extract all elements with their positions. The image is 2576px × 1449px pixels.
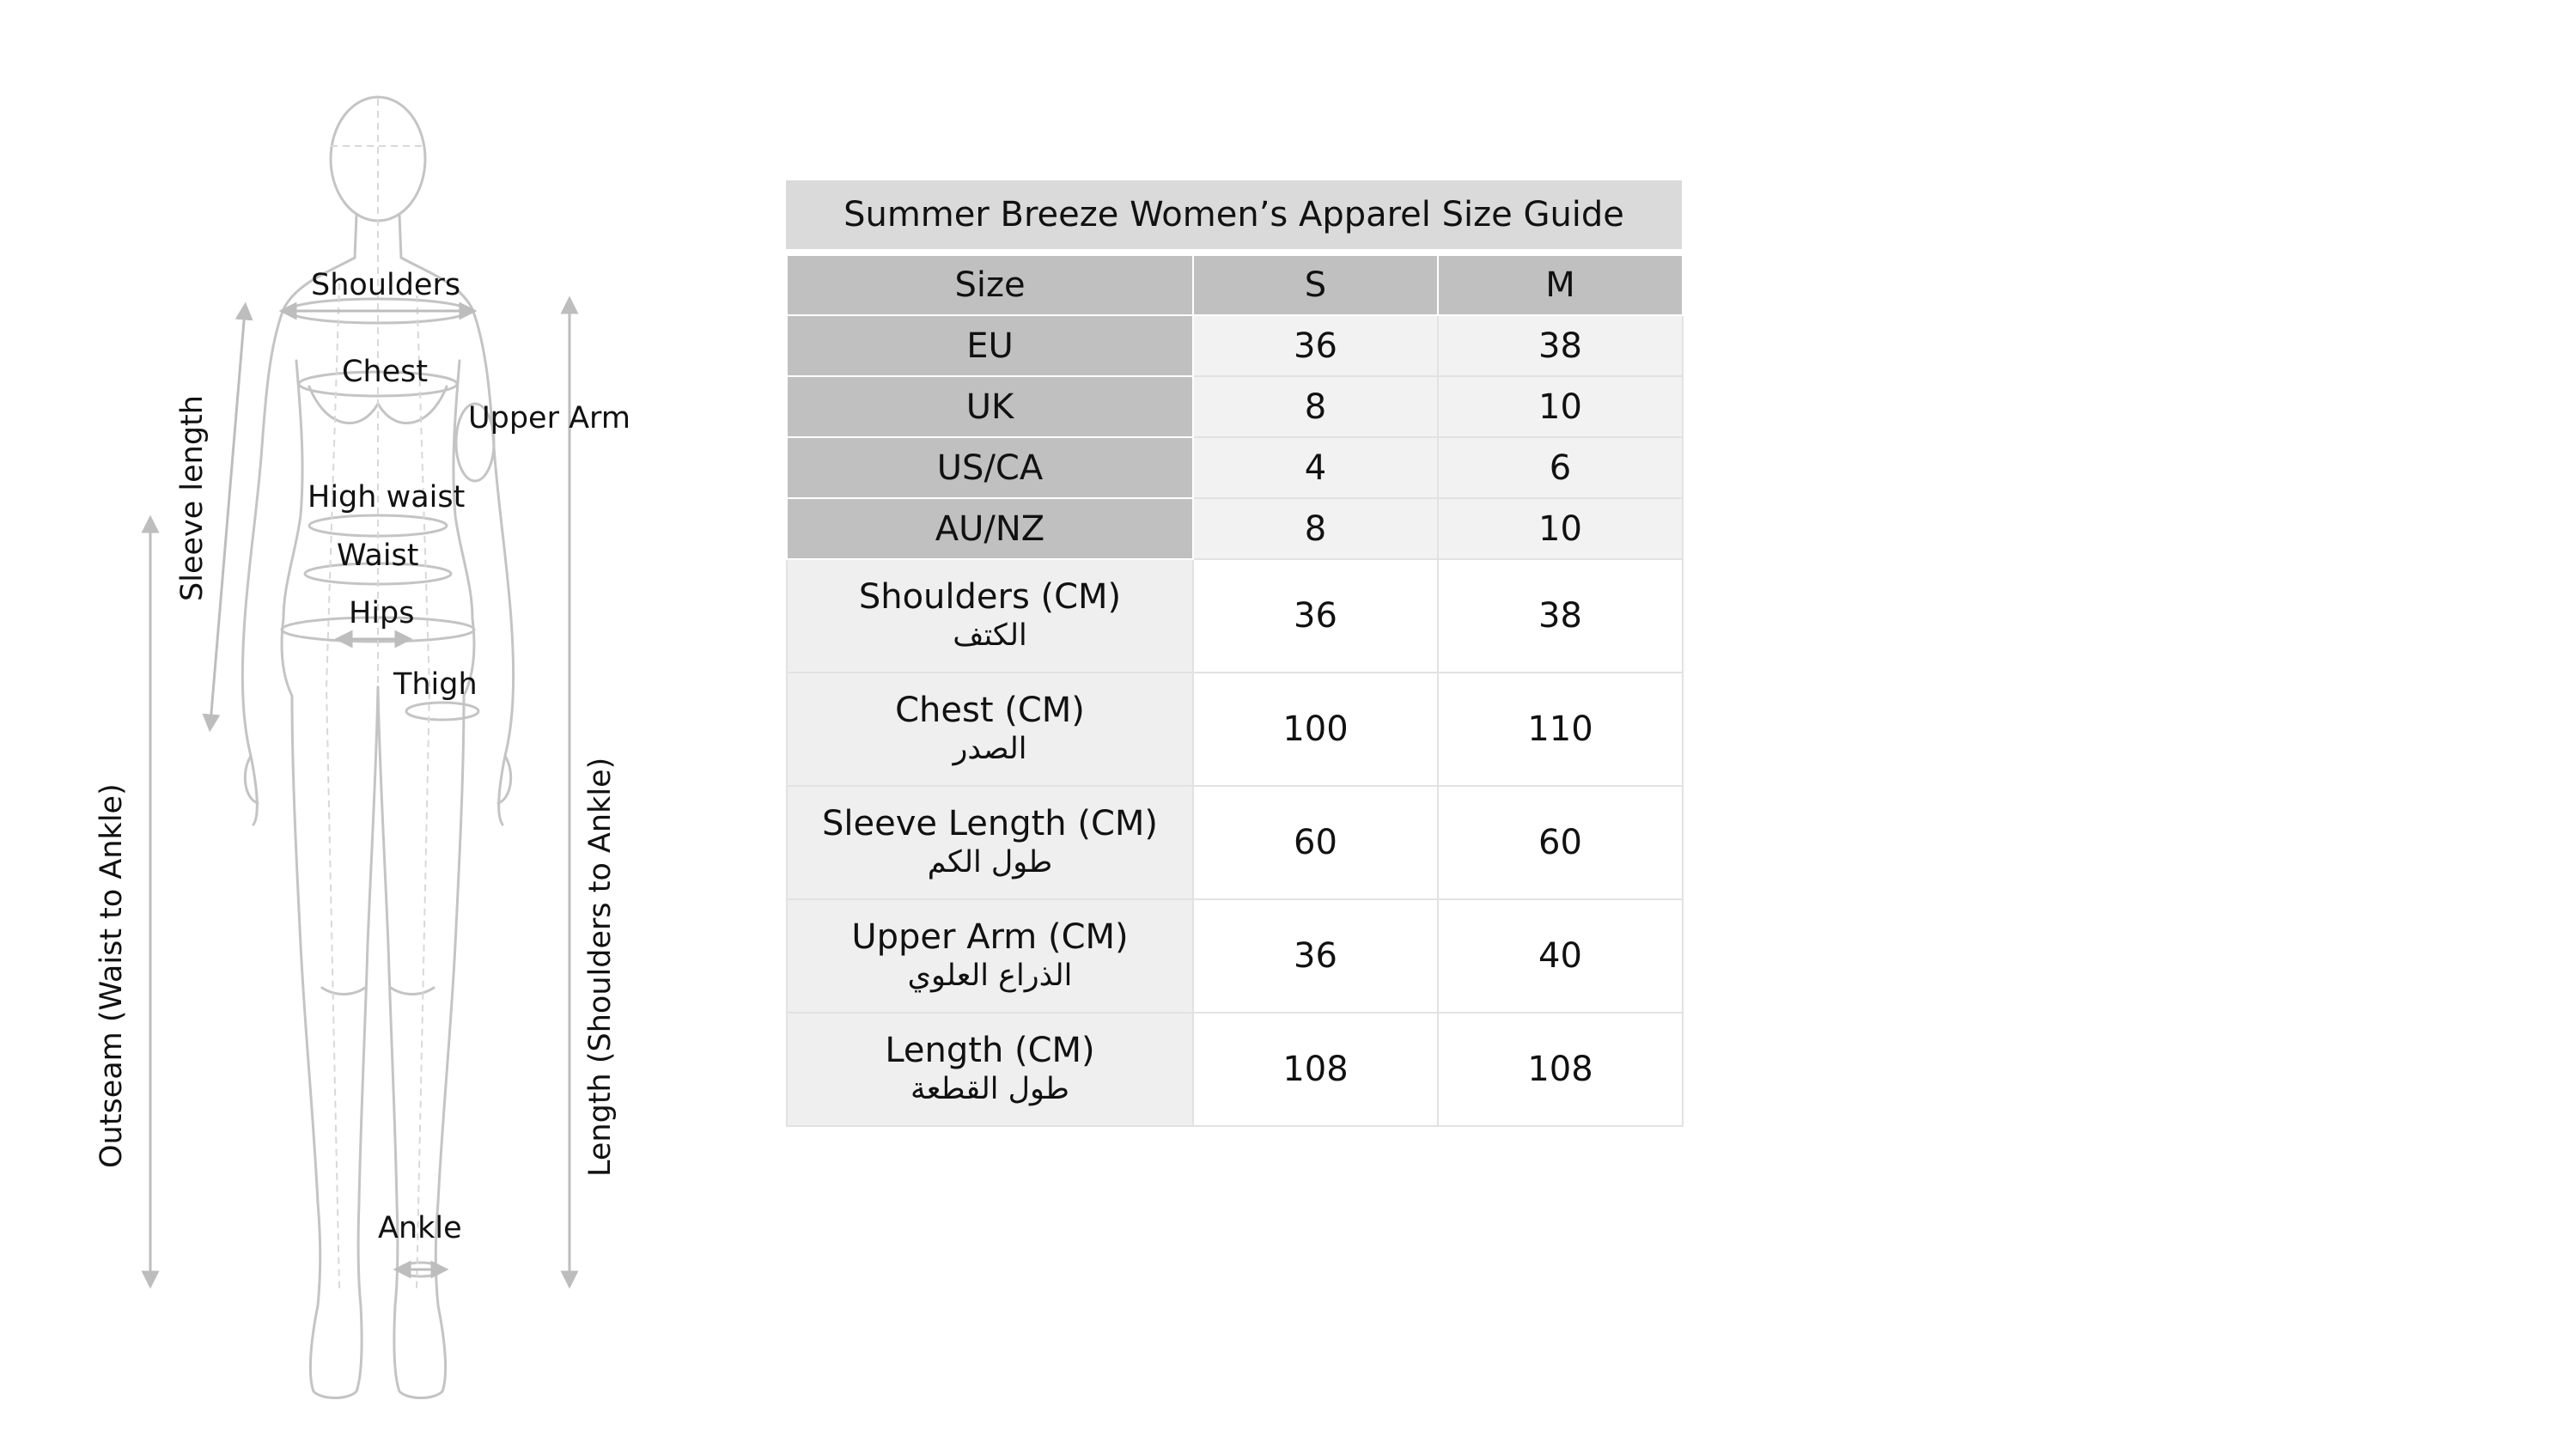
cell-s: 8 xyxy=(1193,498,1438,559)
header-row xyxy=(787,255,1683,315)
cell-m: 10 xyxy=(1438,498,1683,559)
cell-s: 36 xyxy=(1193,899,1438,1013)
label-upper-arm: Upper Arm xyxy=(468,401,630,435)
cell-m: 40 xyxy=(1438,899,1683,1013)
table-title: Summer Breeze Women’s Apparel Size Guide xyxy=(786,180,1682,254)
label-length: Length (Shoulders to Ankle) xyxy=(583,757,618,1177)
cell-m: 38 xyxy=(1438,559,1683,673)
label-sleeve-length: Sleeve length xyxy=(175,395,210,601)
label-en: Length (CM) xyxy=(885,1031,1095,1070)
label-ar: طول القطعة xyxy=(910,1072,1069,1106)
cell-s: 108 xyxy=(1193,1013,1438,1126)
label-ar: الذراع العلوي xyxy=(907,959,1073,993)
label-high-waist: High waist xyxy=(308,480,466,514)
row-shoulders xyxy=(787,559,1683,673)
header-m: M xyxy=(1438,255,1683,315)
label-ar: طول الكم xyxy=(927,845,1053,880)
row-label: AU/NZ xyxy=(787,498,1193,559)
cell-s: 4 xyxy=(1193,437,1438,498)
header-s: S xyxy=(1193,255,1438,315)
row-label: UK xyxy=(787,376,1193,437)
cell-m: 38 xyxy=(1438,315,1683,376)
body-outline-illustration xyxy=(0,0,704,1449)
row-us-ca xyxy=(787,437,1683,498)
cell-m: 108 xyxy=(1438,1013,1683,1126)
label-thigh: Thigh xyxy=(393,667,478,702)
label-en: Sleeve Length (CM) xyxy=(821,804,1159,843)
row-label: US/CA xyxy=(787,437,1193,498)
row-sleeve-length xyxy=(787,786,1683,899)
cell-m: 6 xyxy=(1438,437,1683,498)
row-label xyxy=(787,899,1193,1013)
cell-s: 100 xyxy=(1193,673,1438,786)
cell-s: 36 xyxy=(1193,559,1438,673)
row-label xyxy=(787,673,1193,786)
label-en: Chest (CM) xyxy=(895,691,1085,730)
row-label xyxy=(787,559,1193,673)
row-uk xyxy=(787,376,1683,437)
label-shoulders: Shoulders xyxy=(311,268,461,302)
label-hips: Hips xyxy=(349,596,415,630)
row-label xyxy=(787,786,1193,899)
row-chest xyxy=(787,673,1683,786)
cell-s: 36 xyxy=(1193,315,1438,376)
label-ankle: Ankle xyxy=(378,1211,462,1245)
row-length xyxy=(787,1013,1683,1126)
row-au-nz xyxy=(787,498,1683,559)
cell-m: 60 xyxy=(1438,786,1683,899)
row-label: EU xyxy=(787,315,1193,376)
size-grid xyxy=(786,254,1684,1127)
label-outseam: Outseam (Waist to Ankle) xyxy=(94,783,129,1168)
label-en: Shoulders (CM) xyxy=(858,577,1122,617)
cell-s: 8 xyxy=(1193,376,1438,437)
row-label xyxy=(787,1013,1193,1126)
label-waist: Waist xyxy=(337,539,419,573)
size-guide-table xyxy=(786,180,1682,1127)
label-chest: Chest xyxy=(342,355,429,389)
header-size: Size xyxy=(787,255,1193,315)
row-eu xyxy=(787,315,1683,376)
label-en: Upper Arm (CM) xyxy=(851,917,1129,957)
cell-m: 110 xyxy=(1438,673,1683,786)
cell-m: 10 xyxy=(1438,376,1683,437)
label-ar: الصدر xyxy=(953,732,1027,766)
row-upper-arm xyxy=(787,899,1683,1013)
label-ar: الكتف xyxy=(953,618,1027,653)
cell-s: 60 xyxy=(1193,786,1438,899)
body-measurement-figure xyxy=(0,0,704,1449)
